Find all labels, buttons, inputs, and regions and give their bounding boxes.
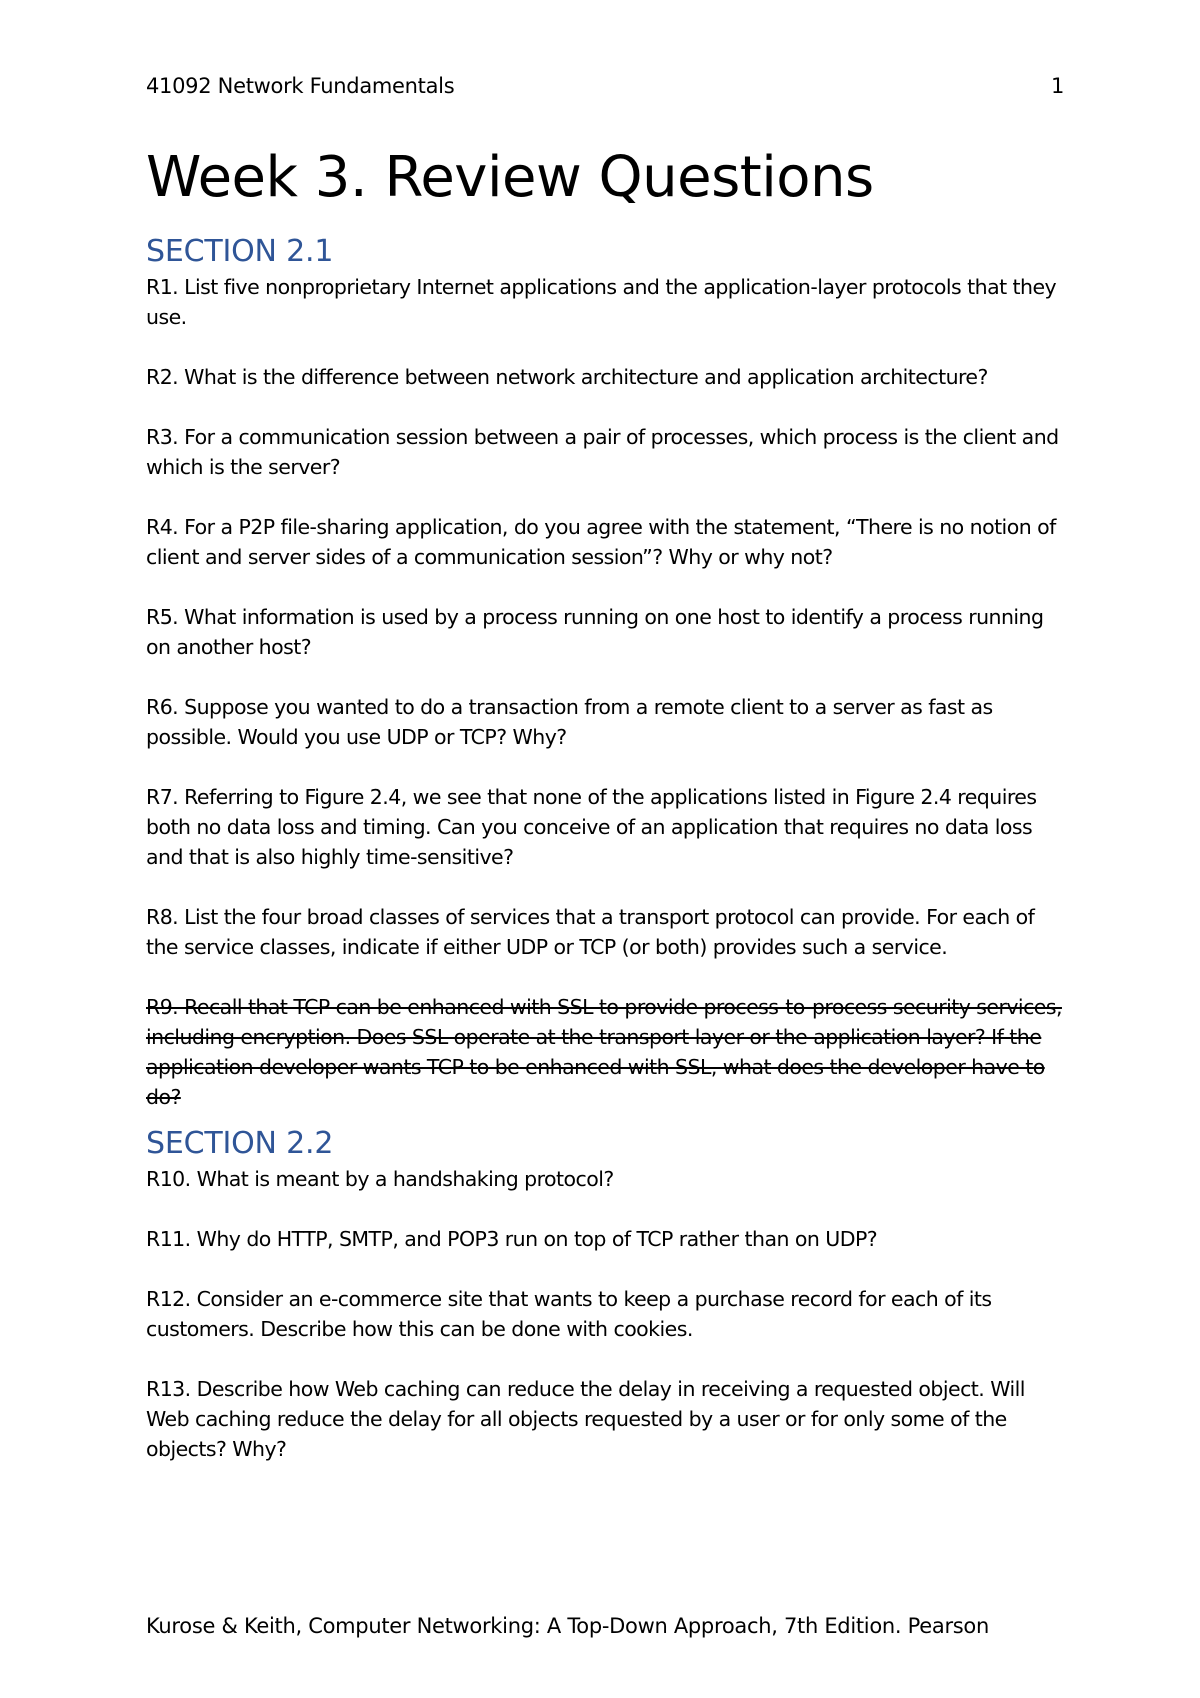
page-number: 1 [1050,74,1064,98]
question-r10: R10. What is meant by a handshaking protocol? [146,1167,614,1191]
section-heading-2-1: SECTION 2.1 [146,234,334,269]
page-header [146,72,1064,100]
page-content [146,144,1064,1494]
course-name: 41092 Network Fundamentals [146,74,455,98]
question-r6: R6. Suppose you wanted to do a transaction from a remote client to a server as fast as possible. Would you use UDP or TCP? Why? [146,695,993,749]
question-r7: R7. Referring to Figure 2.4, we see that none of the applications listed in Figure 2.4 requires both no data loss and timing. Can you conceive of an application that requires no data loss and that is also highly time-sensitive? [146,785,1037,869]
page-title: Week 3. Review Questions [146,145,874,210]
question-r8: R8. List the four broad classes of services that a transport protocol can provide. For each of the service classes, indicate if either UDP or TCP (or both) provides such a service. [146,905,1035,959]
question-r3: R3. For a communication session between a pair of processes, which process is the client and which is the server? [146,425,1059,479]
question-r4: R4. For a P2P file-sharing application, do you agree with the statement, “There is no notion of client and server sides of a communication session”? Why or why not? [146,515,1056,569]
page-footer: Kurose & Keith, Computer Networking: A Top-Down Approach, 7th Edition. Pearson [146,1614,989,1638]
question-r2: R2. What is the difference between network architecture and application architecture? [146,365,988,389]
question-r12: R12. Consider an e-commerce site that wants to keep a purchase record for each of its customers. Describe how this can be done with cookies. [146,1287,992,1341]
question-r11: R11. Why do HTTP, SMTP, and POP3 run on top of TCP rather than on UDP? [146,1227,878,1251]
section-heading-2-2: SECTION 2.2 [146,1126,334,1161]
question-r5: R5. What information is used by a process running on one host to identify a process running on another host? [146,605,1044,659]
question-r13: R13. Describe how Web caching can reduce the delay in receiving a requested object. Will Web caching reduce the delay for all objects requested by a user or for only some of the objects? Why? [146,1377,1025,1461]
question-r1: R1. List five nonproprietary Internet applications and the application-layer protocols that they use. [146,275,1057,329]
question-r9-struck: R9. Recall that TCP can be enhanced with SSL to provide process-to-process security services, including encryption. Does SSL operate at the transport layer or the application layer? If the application developer wants TCP to be enhanced with SSL, what does the developer have to do? [146,995,1062,1109]
